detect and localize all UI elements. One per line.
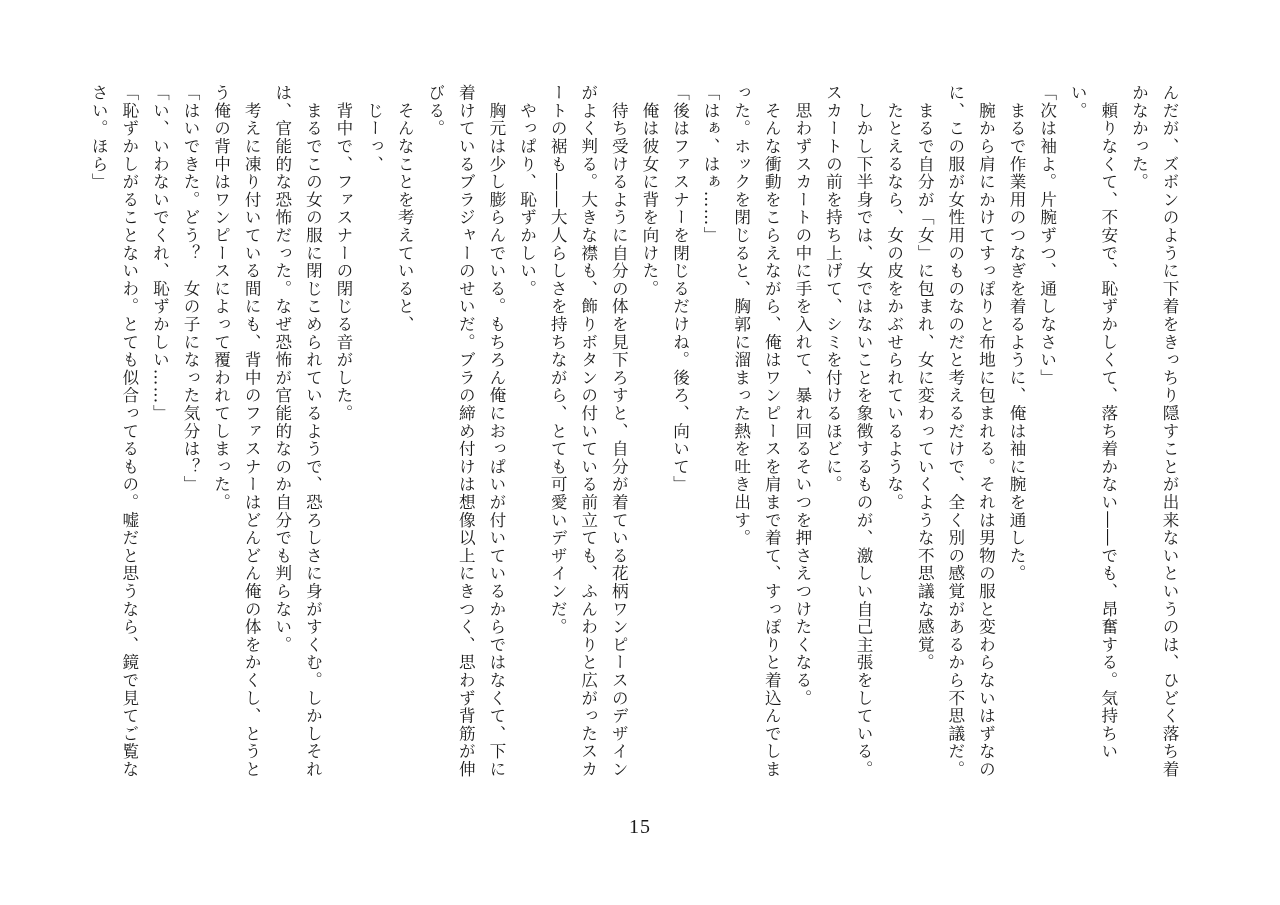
- paragraph: んだが、ズボンのように下着をきっちり隠すことが出来ないというのは、ひどく落ち着かなかった。: [1129, 84, 1179, 779]
- paragraph: まるで自分が「女」に包まれ、女に変わっていくような不思議な感覚。: [915, 84, 935, 672]
- body-text: [89, 84, 1184, 784]
- paragraph: 思わずスカートの中に手を入れて、暴れ回るそいつを押さえつけたくなる。: [792, 84, 812, 707]
- paragraph: 頼りなくて、不安で、恥ずかしくて、落ち着かない――でも、昂奮する。気持ちいい。: [1068, 84, 1118, 761]
- paragraph: そんな衝動をこらえながら、俺はワンピースを肩まで着て、すっぽりと着込んでしまった。ホックを閉じると、胸郭に溜まった熱を吐き出す。: [731, 84, 782, 779]
- paragraph: 待ち受けるように自分の体を見下ろすと、自分が着ている花柄ワンピースのデザインがよく判る。大きな襟も、飾りボタンの付いている前立ても、ふんわりと広がったスカートの裾も――大人らしさを持ちながら、とても可愛いデザインだ。: [548, 84, 629, 779]
- paragraph: そんなことを考えていると、: [395, 84, 415, 334]
- paragraph: 「後はファスナーを閉じるだけね。後ろ、向いて」: [670, 84, 690, 494]
- paragraph: まるで作業用のつなぎを着るように、俺は袖に腕を通した。: [1007, 84, 1027, 583]
- paragraph: 「はいできた。どう？ 女の子になった気分は？」: [181, 84, 200, 494]
- paragraph: 「次は袖よ。片腕ずつ、通しなさい」: [1037, 84, 1057, 387]
- paragraph: たとえるなら、女の皮をかぶせられているような。: [884, 84, 904, 512]
- paragraph: 考えに凍り付いている間にも、背中のファスナーはどんどん俺の体をかくし、とうとう俺の背中はワンピースによって覆われてしまった。: [211, 84, 262, 779]
- paragraph: 胸元は少し膨らんでいる。もちろん俺におっぱいが付いているからではなくて、下に着けているブラジャーのせいだ。ブラの締め付けは想像以上にきつく、思わず背筋が伸びる。: [425, 84, 506, 779]
- paragraph: じーっ、: [364, 84, 384, 173]
- paragraph: 俺は彼女に背を向けた。: [639, 84, 659, 298]
- paragraph: 「はぁ、はぁ……」: [701, 84, 721, 245]
- paragraph: 背中で、ファスナーの閉じる音がした。: [333, 84, 353, 423]
- paragraph: 「い、いわないでくれ、恥ずかしい……」: [150, 84, 170, 423]
- paragraph: やっぱり、恥ずかしい。: [517, 84, 537, 298]
- paragraph: しかし下半身では、女ではないことを象徴するものが、激しい自己主張をしている。スカートの前を持ち上げて、シミを付けるほどに。: [823, 84, 874, 779]
- paragraph: 「恥ずかしがることないわ。とても似合ってるもの。嘘だと思うなら、鏡で見てご覧なさい。ほら」: [89, 84, 139, 779]
- paragraph: 腕から肩にかけてすっぽりと布地に包まれる。それは男物の服と変わらないはずなのに、この服が女性用のものなのだと考えるだけで、全く別の感覚があるから不思議だ。: [945, 84, 996, 779]
- page-number: 15: [629, 816, 651, 838]
- paragraph: まるでこの女の服に閉じこめられているようで、恐ろしさに身がすくむ。しかしそれは、官能的な恐怖だった。なぜ恐怖が官能的なのか自分でも判らない。: [272, 84, 323, 779]
